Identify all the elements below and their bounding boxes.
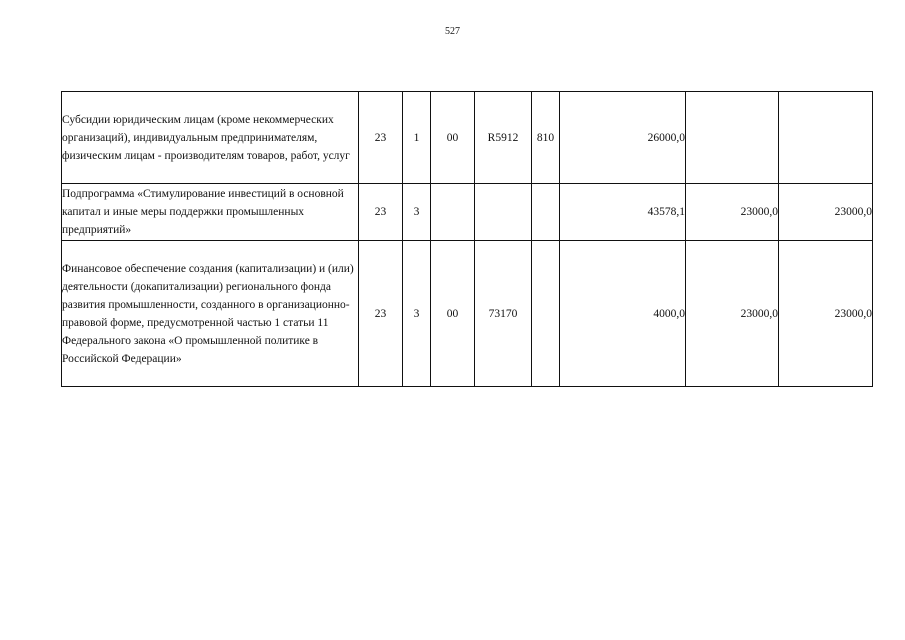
program-code-cell: 23 <box>359 184 403 241</box>
amount-year1-cell: 26000,0 <box>560 92 686 184</box>
subprogram-code-cell: 1 <box>403 92 431 184</box>
amount-year3-cell: 23000,0 <box>779 241 873 387</box>
amount-year2-cell: 23000,0 <box>686 184 779 241</box>
table-row <box>62 92 873 184</box>
budget-table <box>61 91 873 387</box>
expense-type-cell <box>532 184 560 241</box>
program-code-cell: 23 <box>359 92 403 184</box>
table-row <box>62 241 873 387</box>
amount-year1-cell: 4000,0 <box>560 241 686 387</box>
main-activity-code-cell: 00 <box>431 241 475 387</box>
amount-year2-cell: 23000,0 <box>686 241 779 387</box>
direction-code-cell: R5912 <box>475 92 532 184</box>
amount-year3-cell: 23000,0 <box>779 184 873 241</box>
row-name-cell: Финансовое обеспечение создания (капитализации) и (или) деятельности (докапитализации) регионального фонда развития промышленности, созданного в организационно-правовой форме, предусмотренной частью 1 статьи 11 Федерального закона «О промышленной политике в Российской Федерации» <box>62 241 359 387</box>
amount-year1-cell: 43578,1 <box>560 184 686 241</box>
expense-type-cell <box>532 241 560 387</box>
amount-year3-cell <box>779 92 873 184</box>
row-name-cell: Субсидии юридическим лицам (кроме некоммерческих организаций), индивидуальным предпринимателям, физическим лицам - производителям товаров, работ, услуг <box>62 92 359 184</box>
row-name-cell: Подпрограмма «Стимулирование инвестиций в основной капитал и иные меры поддержки промышленных предприятий» <box>62 184 359 241</box>
amount-year2-cell <box>686 92 779 184</box>
subprogram-code-cell: 3 <box>403 184 431 241</box>
main-activity-code-cell <box>431 184 475 241</box>
main-activity-code-cell: 00 <box>431 92 475 184</box>
direction-code-cell: 73170 <box>475 241 532 387</box>
page-number: 527 <box>445 26 460 37</box>
program-code-cell: 23 <box>359 241 403 387</box>
subprogram-code-cell: 3 <box>403 241 431 387</box>
direction-code-cell <box>475 184 532 241</box>
table-row <box>62 184 873 241</box>
expense-type-cell: 810 <box>532 92 560 184</box>
